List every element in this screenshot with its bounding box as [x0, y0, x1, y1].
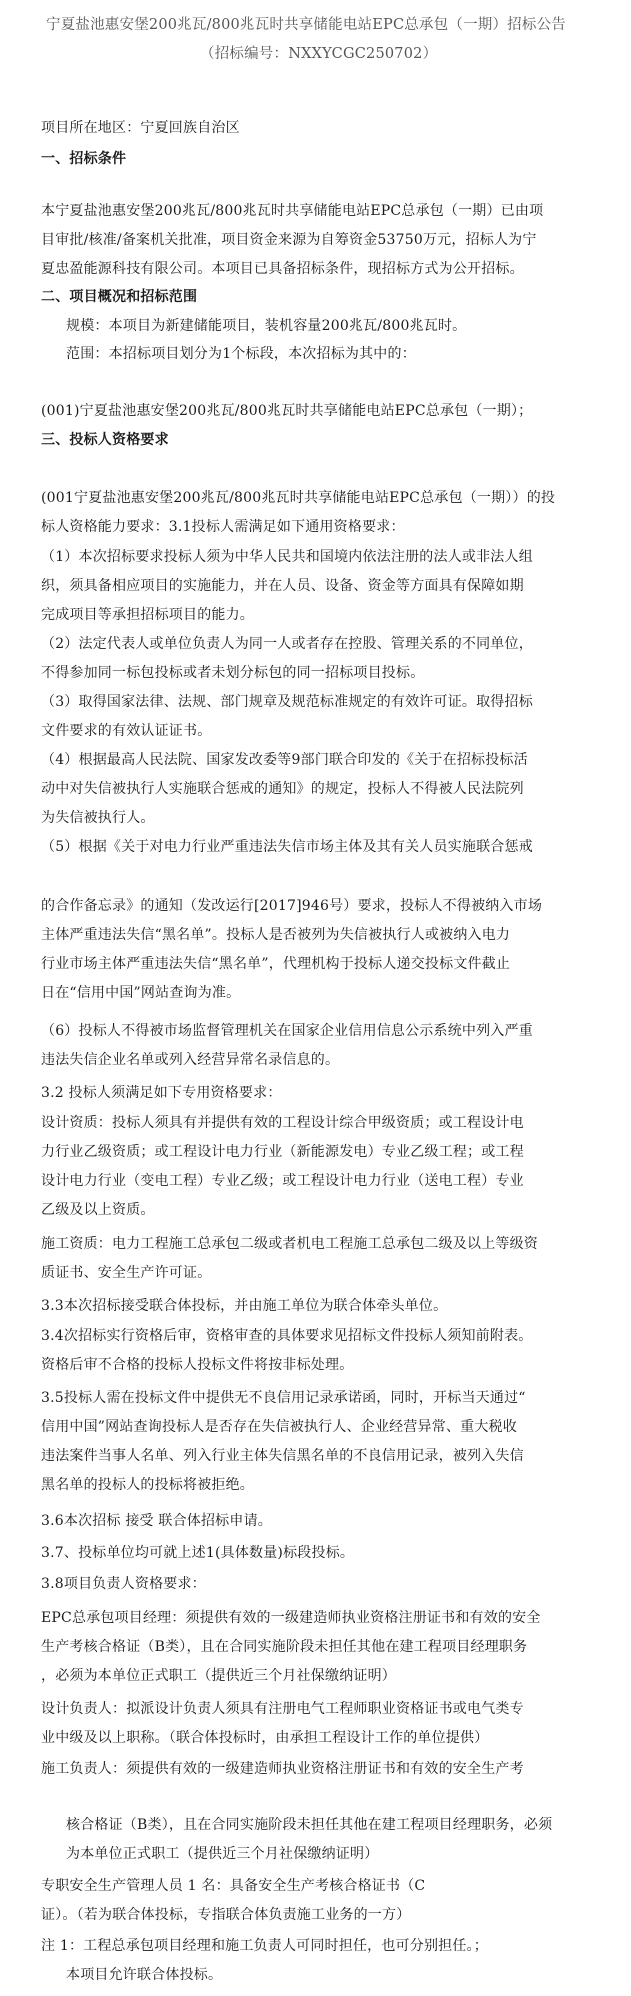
qualification-line: 资格后审不合格的投标人投标文件将按非标处理。: [41, 1357, 354, 1374]
project-location: 项目所在地区：宁夏回族自治区: [41, 119, 240, 136]
qualification-line: 标人资格能力要求：3.1投标人需满足如下通用资格要求：: [41, 518, 405, 535]
qualification-line: 违法案件当事人名单、列入行业主体失信黑名单的不良信用记录，被列入失信: [41, 1448, 524, 1464]
qualification-line: 生产考核合格证（B类），且在合同实施阶段未担任其他在建工程项目经理职务: [41, 1639, 528, 1656]
qualification-line: （5）根据《关于对电力行业严重违法失信市场主体及其有关人员实施联合惩戒: [41, 839, 533, 856]
qualification-line: 3.3本次招标接受联合体投标，并由施工单位为联合体牵头单位。: [41, 1298, 448, 1314]
project-scale: 规模：本项目为新建储能项目，装机容量200兆瓦/800兆瓦时。: [66, 318, 467, 334]
conditions-line: 本宁夏盐池惠安堡200兆瓦/800兆瓦时共享储能电站EPC总承包（一期）已由项: [41, 203, 544, 219]
qualification-line: 力行业乙级资质；或工程设计电力行业（新能源发电）专业乙级工程；或工程: [41, 1144, 524, 1161]
qualification-line: 完成项目等承担招标项目的能力。: [41, 607, 254, 624]
qualification-line: 3.6本次招标 接受 联合体招标申请。: [41, 1513, 272, 1530]
qualification-line: 主体严重违法失信“黑名单”。投标人是否被列为失信被执行人或被纳入电力: [41, 926, 511, 943]
qualification-line: 3.4次招标实行资格后审，资格审查的具体要求见招标文件投标人须知前附表。: [41, 1328, 533, 1345]
qualification-line: （1）本次招标要求投标人须为中华人民共和国境内依法注册的法人或非法人组: [41, 549, 533, 566]
qualification-line: 信用中国”网站查询投标人是否存在失信被执行人、企业经营异常、重大税收: [41, 1418, 517, 1435]
qualification-line: 为本单位正式职工（提供近三个月社保缴纳证明）: [66, 1846, 379, 1862]
qualification-line: 为失信被执行人。: [41, 810, 155, 827]
qualification-line: 3.8项目负责人资格要求：: [41, 1576, 206, 1593]
joint-bid-line: 本项目允许联合体投标。: [66, 1967, 223, 1983]
conditions-line: 夏忠盈能源科技有限公司。本项目已具备招标条件，现招标方式为公开招标。: [41, 261, 524, 278]
qualification-line: 行业市场主体严重违法失信“黑名单”，代理机构于投标人递交投标文件截止: [41, 955, 511, 972]
qualification-line: （3）取得国家法律、法规、部门规章及规范标准规定的有效许可证。取得招标: [41, 694, 533, 711]
qualification-line: 不得参加同一标包投标或者未划分标包的同一招标项目投标。: [41, 665, 425, 682]
project-scope: 范围：本招标项目划分为1个标段，本次招标为其中的：: [66, 345, 416, 362]
qualification-line: (001宁夏盐池惠安堡200兆瓦/800兆瓦时共享储能电站EPC总承包（一期））的投: [41, 489, 556, 506]
qualification-line: 质证书、安全生产许可证。: [41, 1265, 212, 1282]
qualification-line: 3.5投标人需在投标文件中提供无不良信用记录承诺函，同时，开标当天通过“: [41, 1389, 526, 1406]
section-heading-overview: 二、项目概况和招标范围: [41, 288, 198, 305]
notice-title: 宁夏盐池惠安堡200兆瓦/800兆瓦时共享储能电站EPC总承包（一期）招标公告: [46, 16, 566, 33]
qualification-line: 3.7、投标单位均可就上述1(具体数量)标段投标。: [41, 1544, 355, 1561]
note-line: 注 1：工程总承包项目经理和施工负责人可同时担任，也可分别担任。；: [41, 1938, 488, 1954]
qualification-line: 施工负责人：须提供有效的一级建造师执业资格注册证书和有效的安全生产考: [41, 1761, 524, 1778]
qualification-line: 乙级及以上资质。: [41, 1202, 155, 1219]
qualification-line: ，必须为本单位正式职工（提供近三个月社保缴纳证明）: [41, 1668, 396, 1685]
qualification-line: 织，须具备相应项目的实施能力，并在人员、设备、资金等方面具有保障如期: [41, 578, 524, 595]
qualification-line: （4）根据最高人民法院、国家发改委等9部门联合印发的《关于在招标投标活: [41, 752, 528, 769]
qualification-line: 证）。（若为联合体投标，专指联合体负责施工业务的一方）: [41, 1906, 411, 1923]
qualification-line: 设计电力行业（变电工程）专业乙级；或工程设计电力行业（送电工程）专业: [41, 1173, 524, 1190]
qualification-line: 施工资质：电力工程施工总承包二级或者机电工程施工总承包二级及以上等级资: [41, 1236, 538, 1253]
section-heading-conditions: 一、招标条件: [41, 151, 127, 167]
qualification-line: 设计负责人：拟派设计负责人须具有注册电气工程师职业资格证书或电气类专: [41, 1700, 524, 1717]
qualification-line: 日在“信用中国”网站查询为准。: [41, 984, 241, 1001]
qualification-line: 核合格证（B类），且在合同实施阶段未担任其他在建工程项目经理职务，必须: [66, 1817, 553, 1833]
section-heading-qualifications: 三、投标人资格要求: [41, 431, 169, 448]
qualification-line: （2）法定代表人或单位负责人为同一人或者存在控股、管理关系的不同单位，: [41, 636, 533, 653]
qualification-line: 动中对失信被执行人实施联合惩戒的通知》的规定，投标人不得被人民法院列: [41, 781, 524, 798]
conditions-line: 目审批/核准/备案机关批准，项目资金来源为自筹资金53750万元，招标人为宁: [41, 232, 537, 249]
qualification-line: 专职安全生产管理人员 1 名：具备安全生产考核合格证书（C: [41, 1877, 426, 1894]
qualification-line: （6）投标人不得被市场监督管理机关在国家企业信用信息公示系统中列入严重: [41, 1023, 533, 1040]
qualification-line: 的合作备忘录》的通知（发改运行[2017]946号）要求，投标人不得被纳入市场: [41, 897, 543, 914]
lot-item: (001)宁夏盐池惠安堡200兆瓦/800兆瓦时共享储能电站EPC总承包（一期）；: [41, 402, 533, 419]
qualification-line: 文件要求的有效认证证书。: [41, 723, 212, 740]
qualification-line: EPC总承包项目经理：须提供有效的一级建造师执业资格注册证书和有效的安全: [41, 1610, 541, 1627]
qualification-line: 设计资质：投标人须具有并提供有效的工程设计综合甲级资质；或工程设计电: [41, 1115, 524, 1132]
qualification-line: 违法失信企业名单或列入经营异常名录信息的。: [41, 1052, 340, 1069]
qualification-line: 3.2 投标人须满足如下专用资格要求：: [41, 1085, 282, 1101]
qualification-line: 业中级及以上职称。（联合体投标时，由承担工程设计工作的单位提供）: [41, 1729, 489, 1746]
qualification-line: 黑名单的投标人的投标将被拒绝。: [41, 1477, 254, 1493]
tender-number: （招标编号：NXXYCGC250702）: [200, 45, 438, 62]
